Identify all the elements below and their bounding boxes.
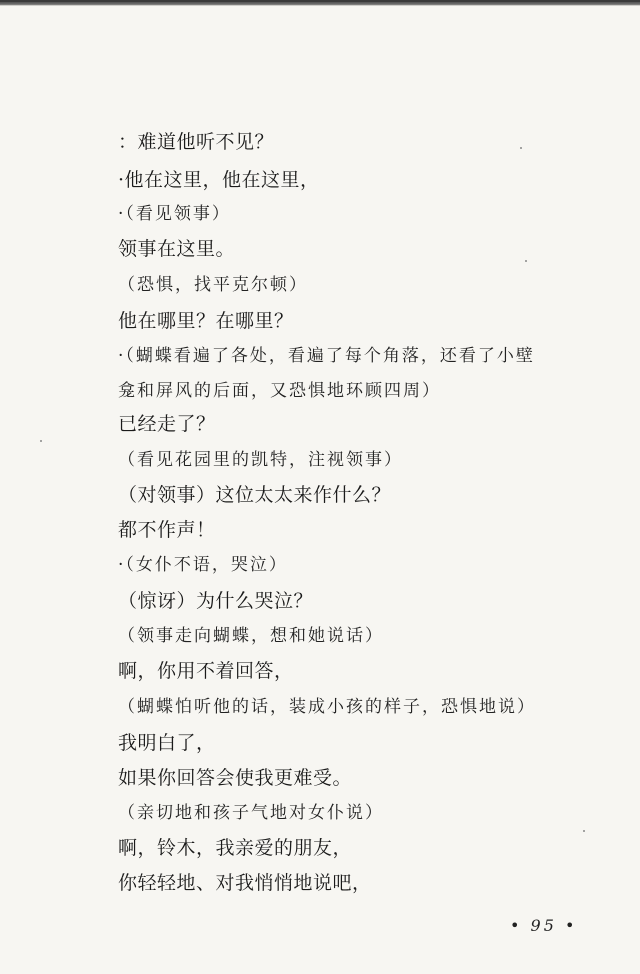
stage-direction: （看见花园里的凯特，注视领事） [118,450,403,470]
text-line: 啊，铃木，我亲爱的朋友， [118,837,353,859]
print-speck [525,260,527,262]
stage-direction: ·（蝴蝶看遍了各处，看遍了每个角落，还看了小壁 [118,346,535,366]
text-line: ：难道他听不见？ [118,131,275,153]
text-line: （惊讶）为什么哭泣？ [118,590,314,612]
stage-direction: ·（看见领事） [118,204,231,224]
stage-direction: （亲切地和孩子气地对女仆说） [118,803,384,823]
text-line: 我明白了， [118,732,216,754]
text-line: ·他在这里，他在这里， [118,169,320,191]
stage-direction: （恐惧，找平克尔顿） [118,275,308,295]
stage-direction: （蝴蝶怕听他的话，装成小孩的样子，恐惧地说） [118,697,536,717]
text-line: 已经走了？ [118,413,216,435]
stage-direction: 龛和屏风的后面，又恐惧地环顾四周） [118,381,441,401]
stage-direction: （领事走向蝴蝶，想和她说话） [118,626,384,646]
print-speck [583,830,585,832]
stage-direction: ·（女仆不语，哭泣） [118,555,288,575]
text-line: 啊，你用不着回答， [118,660,294,682]
text-line: 你轻轻地、对我悄悄地说吧， [118,872,372,894]
text-line: 都不作声！ [118,519,216,541]
page-number: • 95 • [510,916,578,935]
print-speck [40,440,42,442]
text-line: （对领事）这位太太来作什么？ [118,484,392,506]
text-line: 如果你回答会使我更难受。 [118,767,353,789]
text-line: 他在哪里？在哪里？ [118,310,294,332]
text-line: 领事在这里。 [118,238,236,260]
print-speck [520,147,522,149]
